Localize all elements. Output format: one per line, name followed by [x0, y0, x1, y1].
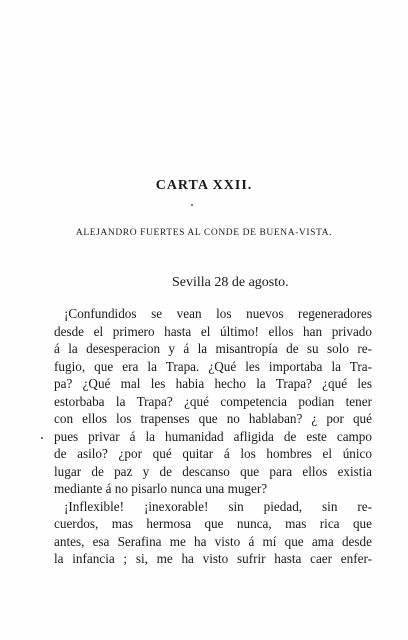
- letter-body: [54, 305, 372, 568]
- body-line: fugio, que era la Trapa. ¿Qué les importaba la Tra-: [54, 358, 372, 374]
- body-line: de asilo? ¿por qué quitar á los hombres el único: [54, 446, 372, 461]
- body-line: pues privar á la humanidad afligida de este campo: [54, 428, 372, 444]
- body-line: la infancia ; si, me ha visto sufrir hasta caer enfer-: [54, 551, 372, 566]
- body-line: estorbaba la Trapa? ¿qué competencia podian tener: [54, 393, 372, 409]
- ink-dot: [41, 437, 43, 439]
- body-line: lugar de paz y de descanso que para ellos existia: [54, 463, 372, 479]
- body-line: desde el primero hasta el último! ellos han privado: [54, 323, 372, 339]
- body-line: antes, esa Serafina me ha visto á mí que ama desde: [54, 533, 372, 549]
- body-line: á la desesperacion y á la misantropía de su solo re-: [54, 341, 372, 356]
- letter-dateline: Sevilla 28 de agosto.: [172, 275, 289, 290]
- body-line: ¡Inflexible! ¡inexorable! sin piedad, sin re-: [64, 498, 372, 514]
- body-line: pa? ¿Qué mal les habia hecho la Trapa? ¿qué les: [54, 376, 372, 391]
- letter-heading: ALEJANDRO FUERTES AL CONDE DE BUENA-VISTA.: [75, 228, 333, 238]
- body-line: ¡Confundidos se vean los nuevos regeneradores: [64, 306, 372, 321]
- body-line: cuerdos, mas hermosa que nunca, mas rica que: [54, 516, 372, 531]
- body-line: con ellos los trapenses que no hablaban? ¿ por qué: [54, 411, 372, 426]
- chapter-title: CARTA XXII.: [155, 178, 253, 193]
- body-line: mediante á no pisarlo nunca una muger?: [54, 481, 268, 496]
- ink-dot: [191, 204, 193, 206]
